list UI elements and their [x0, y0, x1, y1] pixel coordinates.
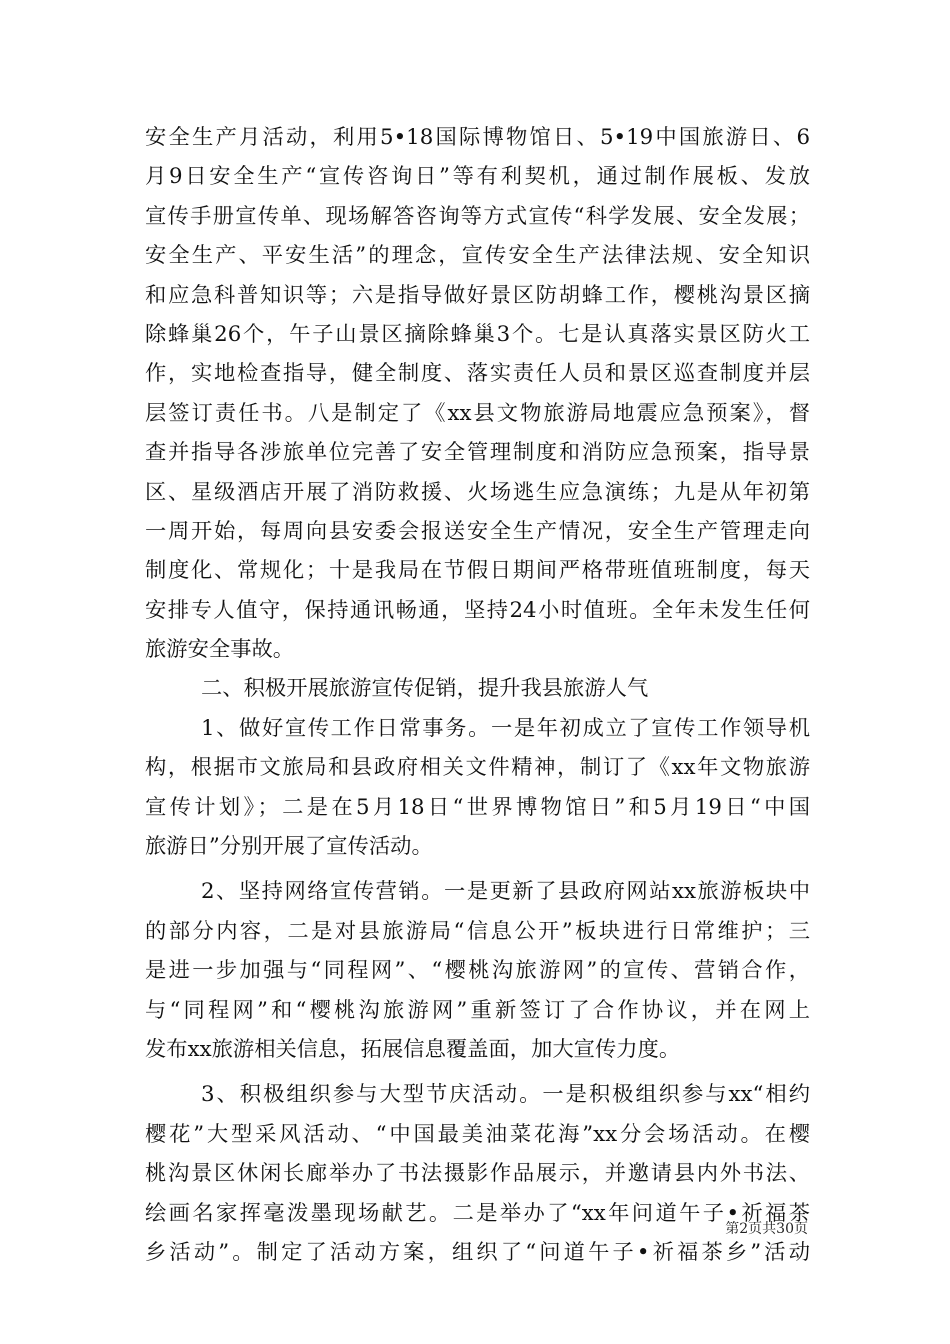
text-line: 作，实地检查指导，健全制度、落实责任人员和景区巡查制度并层: [145, 361, 810, 387]
text-line: 月9日安全生产“宣传咨询日”等有利契机，通过制作展板、发放: [145, 164, 810, 190]
text-line: 区、星级酒店开展了消防救援、火场逃生应急演练；九是从年初第: [145, 479, 810, 505]
text-line: 发布xx旅游相关信息，拓展信息覆盖面，加大宣传力度。: [145, 1036, 681, 1062]
text-line: 旅游安全事故。: [145, 637, 295, 663]
text-line: 1、做好宣传工作日常事务。一是年初成立了宣传工作领导机: [201, 715, 810, 741]
text-line: 构，根据市文旅局和县政府相关文件精神，制订了《xx年文物旅游: [145, 755, 810, 781]
text-line: 层签订责任书。八是制定了《xx县文物旅游局地震应急预案》，督: [145, 400, 810, 426]
paragraph-safety: [145, 118, 810, 669]
text-line: 一周开始，每周向县安委会报送安全生产情况，安全生产管理走向: [145, 518, 810, 544]
section-heading: 二、积极开展旅游宣传促销，提升我县旅游人气: [201, 676, 649, 702]
text-line: 安排专人值守，保持通讯畅通，坚持24小时值班。全年未发生任何: [145, 597, 810, 623]
text-line: 除蜂巢26个，午子山景区摘除蜂巢3个。七是认真落实景区防火工: [145, 321, 810, 347]
text-line: 查并指导各涉旅单位完善了安全管理制度和消防应急预案，指导景: [145, 440, 810, 466]
text-line: 旅游日”分别开展了宣传活动。: [145, 834, 433, 860]
paragraph-online-marketing: [145, 872, 810, 1069]
text-line: 桃沟景区休闲长廊举办了书法摄影作品展示，并邀请县内外书法、: [145, 1161, 810, 1187]
text-line: 安全生产、平安生活”的理念，宣传安全生产法律法规、安全知识: [145, 243, 810, 269]
text-line: 制度化、常规化；十是我局在节假日期间严格带班值班制度，每天: [145, 558, 810, 584]
text-line: 的部分内容，二是对县旅游局“信息公开”板块进行日常维护；三: [145, 918, 810, 944]
text-line: 安全生产月活动，利用5•18国际博物馆日、5•19中国旅游日、6: [145, 125, 810, 150]
text-line: 与“同程网”和“樱桃沟旅游网”重新签订了合作协议，并在网上: [145, 997, 810, 1023]
text-line: 宣传计划》；二是在5月18日“世界博物馆日”和5月19日“中国: [145, 794, 810, 820]
page-number: 第2页共30页: [725, 1221, 808, 1237]
text-line: 2、坚持网络宣传营销。一是更新了县政府网站xx旅游板块中: [201, 879, 810, 905]
text-line: 乡活动”。制定了活动方案，组织了“问道午子•祈福茶乡”活动: [145, 1239, 810, 1265]
text-line: 3、积极组织参与大型节庆活动。一是积极组织参与xx“相约: [201, 1082, 810, 1108]
document-body: [145, 118, 810, 1272]
text-line: 宣传手册宣传单、现场解答咨询等方式宣传“科学发展、安全发展；: [145, 203, 810, 229]
paragraph-festival-events: [145, 1075, 810, 1272]
paragraph-publicity-routine: [145, 709, 810, 867]
text-line: 和应急科普知识等；六是指导做好景区防胡蜂工作，樱桃沟景区摘: [145, 282, 810, 308]
text-line: 绘画名家挥毫泼墨现场献艺。二是举办了“xx年问道午子•祈福茶: [145, 1200, 810, 1226]
text-line: 是进一步加强与“同程网”、“樱桃沟旅游网”的宣传、营销合作，: [145, 958, 810, 984]
text-line: 樱花”大型采风活动、“中国最美油菜花海”xx分会场活动。在樱: [145, 1121, 810, 1147]
